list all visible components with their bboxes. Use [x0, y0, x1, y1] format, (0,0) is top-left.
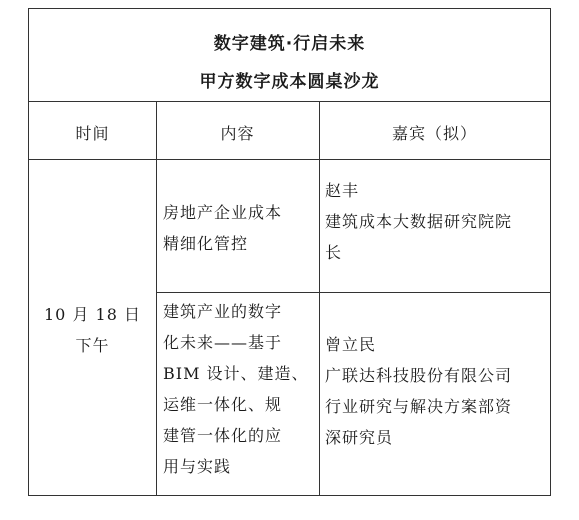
row2-content-line: BIM 设计、建造、	[163, 364, 309, 383]
table-title-line1: 数字建筑·行启未来	[213, 34, 366, 54]
row1-content-line: 精细化管控	[163, 234, 249, 253]
row2-content-line: 建管一体化的应	[163, 426, 283, 445]
row2-content	[163, 296, 315, 482]
row1-content	[163, 197, 315, 259]
row2-guest-title: 行业研究与解决方案部资	[325, 397, 513, 416]
row2-content-line: 化未来——基于	[163, 333, 283, 352]
row1-guest-name: 赵丰	[325, 181, 360, 200]
row2-content-line: 运维一体化、规	[163, 395, 283, 414]
session-time	[29, 299, 156, 361]
divider-col1	[156, 101, 157, 495]
session-date: 10 月 18 日	[44, 305, 141, 324]
row2-guest-name: 曾立民	[325, 335, 377, 354]
header-guest: 嘉宾（拟）	[391, 124, 477, 143]
row2-guest-title: 广联达科技股份有限公司	[325, 366, 513, 385]
row1-content-line: 房地产企业成本	[163, 203, 283, 222]
header-content: 内容	[220, 124, 255, 143]
row2-guest	[325, 329, 547, 453]
row2-guest-title: 深研究员	[325, 428, 394, 447]
divider-between-rows	[156, 292, 550, 293]
row2-content-line: 建筑产业的数字	[163, 302, 283, 321]
divider-col2	[319, 101, 320, 495]
row1-guest-title: 长	[325, 243, 343, 262]
divider-under-header	[29, 159, 550, 160]
table-title-line2: 甲方数字成本圆桌沙龙	[199, 72, 380, 92]
row2-content-line: 用与实践	[163, 457, 232, 476]
divider-under-title	[29, 101, 550, 102]
agenda-table	[28, 8, 551, 496]
row1-guest-title: 建筑成本大数据研究院院	[325, 212, 513, 231]
row1-guest	[325, 175, 547, 268]
header-time: 时间	[75, 124, 110, 143]
session-period: 下午	[75, 336, 110, 355]
